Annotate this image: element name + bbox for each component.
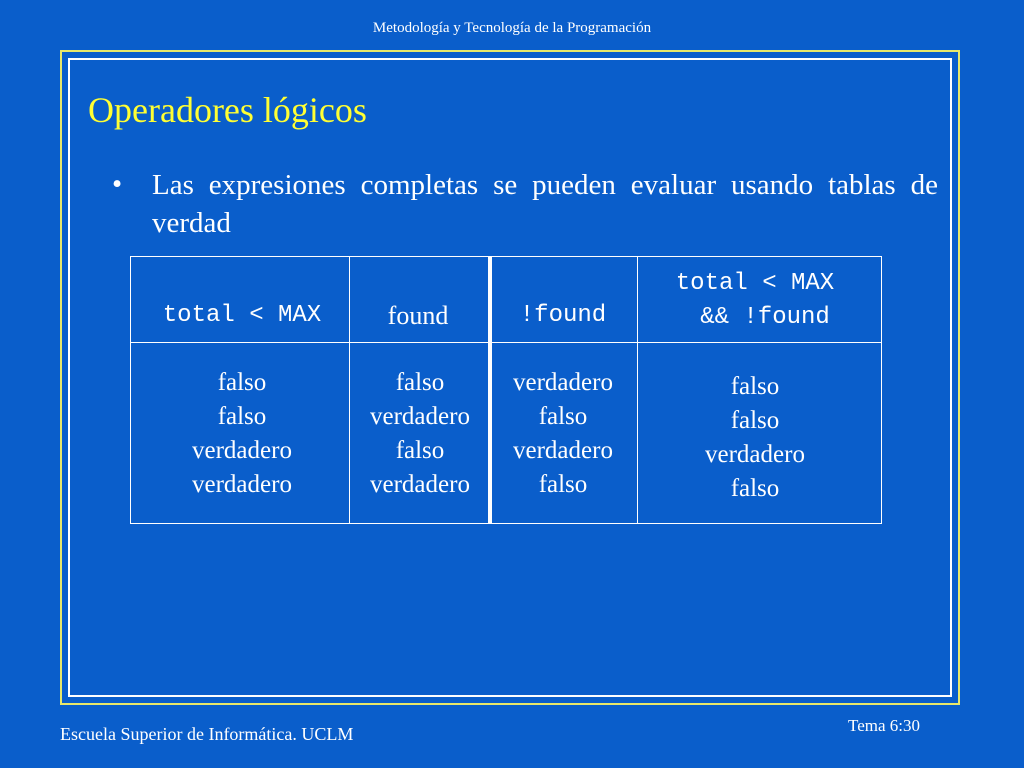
table-cell: falso <box>730 407 780 434</box>
slide-title: Operadores lógicos <box>88 90 367 130</box>
table-header-divider <box>130 342 882 343</box>
bullet-icon: • <box>112 168 123 200</box>
table-column-divider <box>637 256 638 524</box>
table-header-col3: !found <box>519 302 607 329</box>
table-cell: verdadero <box>192 471 292 498</box>
table-cell: falso <box>217 403 267 430</box>
table-cell: falso <box>730 373 780 400</box>
table-cell: falso <box>730 475 780 502</box>
footer-slide-number: Tema 6:30 <box>848 716 920 735</box>
table-column-1 <box>132 366 352 502</box>
table-cell: verdadero <box>370 471 470 498</box>
table-cell: falso <box>395 437 445 464</box>
table-cell: falso <box>538 403 588 430</box>
table-column-2 <box>352 366 488 502</box>
table-cell: verdadero <box>192 437 292 464</box>
table-header-col1: total < MAX <box>162 302 322 329</box>
table-cell: verdadero <box>705 441 805 468</box>
table-cell: falso <box>217 369 267 396</box>
table-cell: verdadero <box>370 403 470 430</box>
table-cell: verdadero <box>513 369 613 396</box>
table-header-col4-line2: && !found <box>700 304 830 331</box>
table-column-4 <box>640 370 870 506</box>
table-cell: verdadero <box>513 437 613 464</box>
table-cell: falso <box>538 471 588 498</box>
header-title: Metodología y Tecnología de la Programación <box>372 20 652 36</box>
footer-school: Escuela Superior de Informática. UCLM <box>60 724 354 744</box>
table-cell: falso <box>395 369 445 396</box>
table-header-col2: found <box>387 301 449 330</box>
table-column-3 <box>492 366 634 502</box>
table-header-col4-line1: total < MAX <box>675 270 835 297</box>
bullet-text: Las expresiones completas se pueden evaluar usando tablas de verdad <box>152 169 938 239</box>
